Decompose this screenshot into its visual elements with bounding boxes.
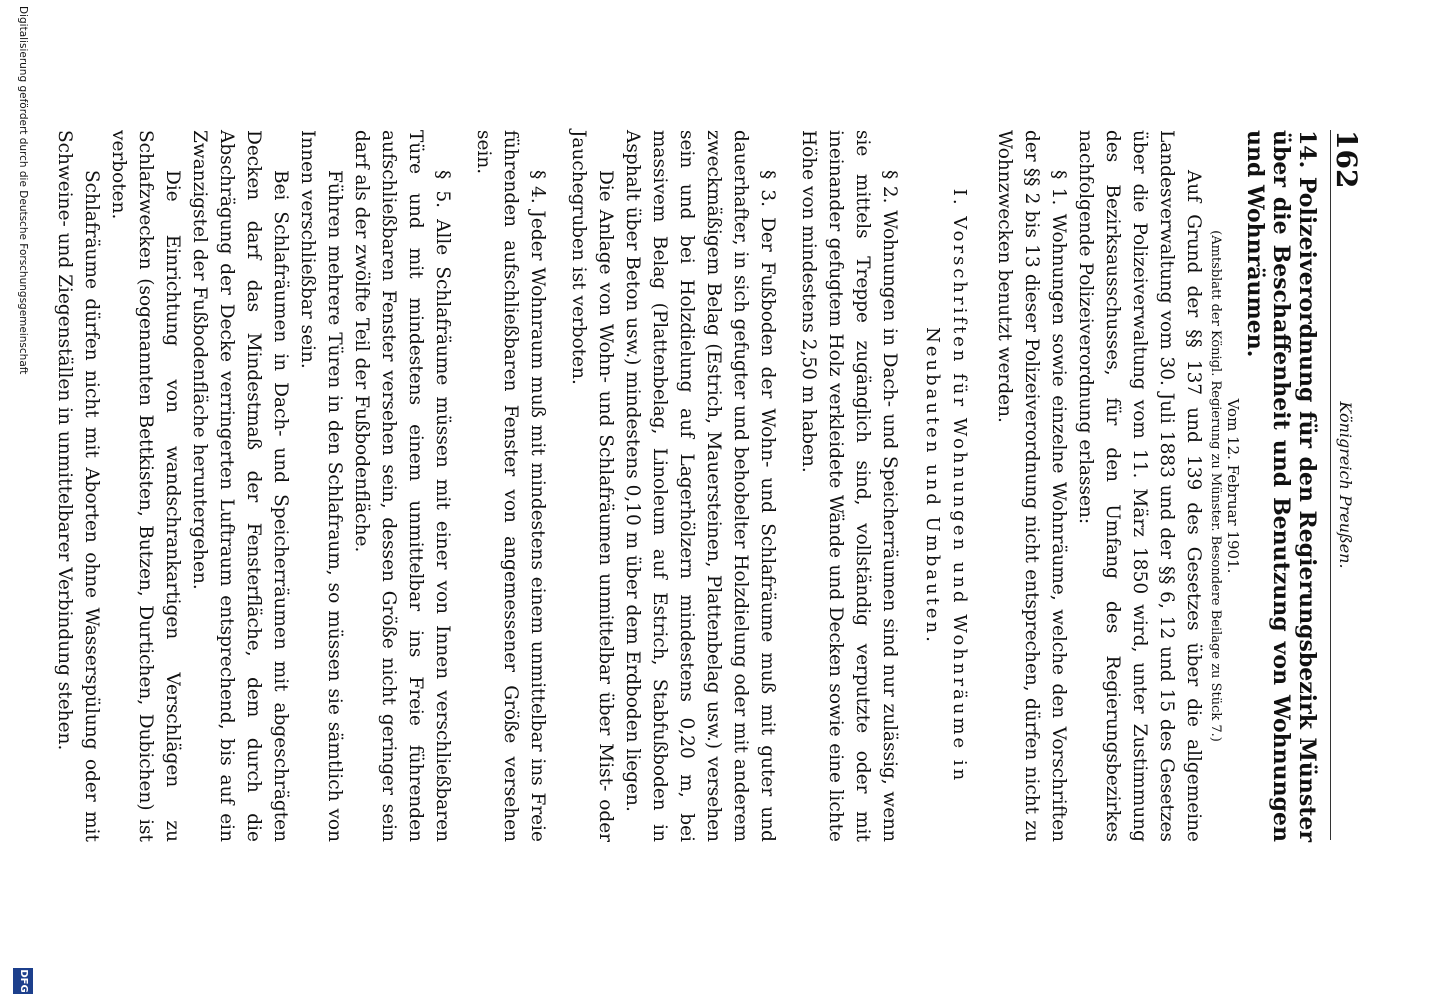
dfg-logo: DFG xyxy=(13,968,33,994)
funding-notice-text: Digitalisierung gefördert durch die Deutsche Forschungsgemeinschaft xyxy=(17,6,29,375)
paragraph-5b: Führen mehrere Türen in den Schlafraum, so müssen sie sämtlich von Innen verschließbar sein. xyxy=(297,130,345,842)
document-date: Vom 12. Februar 1901. xyxy=(1224,398,1242,574)
paragraph-3: § 3. Der Fußboden der Wohn- und Schlafräume muß mit guter und dauerhafter, in sich gefugter und behobelter Holzdielung oder mit anderem zweckmäßigem Belag (Estrich, Mauersteinen, Plattenbelag usw.) versehen sein und bei Holzdielung auf Lagerhölzern mindestens 0,20 m, bei massivem Belag (Plattenbelag, Linoleum auf Estrich, Stabfußboden in Asphalt über Beton usw.) mindestens 0,10 m über dem Erdboden liegen. xyxy=(622,130,778,842)
paragraph-3b: Die Anlage von Wohn- und Schlafräumen unmittelbar über Mist- oder Jauchegruben ist verboten. xyxy=(568,130,616,842)
preamble: Auf Grund der §§ 137 und 139 des Gesetzes über die allgemeine Landesverwaltung vom 30. Juli 1883 und der §§ 6, 12 und 15 des Gesetzes über die Polizeiverwaltung vom 11. März 1850 wird, unter Zustimmung des Bezirksausschusses, für den Umfang des Regierungsbezirkes nachfolgende Polizeiverordnung erlassen: xyxy=(1075,130,1204,842)
paragraph-2: § 2. Wohnungen in Dach- und Speicherräumen sind nur zulässig, wenn sie mittels Treppe zugänglich sind, vollständig verputzte oder mit ineinander gefugtem Holz verkleidete Wände und Decken sowie eine lichte Höhe von mindestens 2,50 m haben. xyxy=(798,130,900,842)
paragraph-5d: Die Einrichtung von wandschrankartigen Verschlägen zu Schlafzwecken (sogenannten Bettkisten, Butzen, Durtichen, Dubichen) ist verboten. xyxy=(108,130,183,842)
paragraph-4: § 4. Jeder Wohnraum muß mit mindestens einem unmittelbar ins Freie führenden aufschließbaren Fenster von angemessener Größe versehen sein. xyxy=(473,130,548,842)
document-body xyxy=(51,130,1320,842)
page-number: 162 xyxy=(1330,130,1363,189)
funding-notice xyxy=(5,0,39,1000)
header-rule xyxy=(1330,130,1331,840)
document-title: 14. Polizeiverordnung für den Regierungsbezirk Münster über die Beschaffenheit und Benutzung von Wohnungen und Wohnräumen. xyxy=(1242,130,1320,842)
paragraph-5: § 5. Alle Schlafräume müssen mit einer von Innen verschließbaren Türe und mit mindestens einem unmittelbar ins Freie führenden aufschließbaren Fenster versehen sein, dessen Größe nicht geringer sein darf als der zwölfte Teil der Fußbodenfläche. xyxy=(351,130,453,842)
section-heading: I. Vorschriften für Wohnungen und Wohnräume in Neubauten und Umbauten. xyxy=(922,188,970,784)
page-header xyxy=(1323,130,1363,840)
paragraph-5e: Schlafräume dürfen nicht mit Aborten ohne Wasserspülung oder mit Schweine- und Ziegenställen in unmittelbarer Verbindung stehen. xyxy=(54,130,102,842)
document-source: (Amtsblatt der Königl. Regierung zu Münster. Besondere Beilage zu Stück 7.) xyxy=(1208,230,1223,742)
running-head: Königreich Preußen. xyxy=(1336,401,1355,569)
paragraph-1: § 1. Wohnungen sowie einzelne Wohnräume, welche den Vorschriften der §§ 2 bis 13 dieser Polizeiverordnung nicht entsprechen, dürfen nicht zu Wohnzwecken benutzt werden. xyxy=(994,130,1069,842)
paragraph-5c: Bei Schlafräumen in Dach- und Speicherräumen mit abgeschrägten Decken darf das Mindestmaß der Fensterfläche, dem durch die Abschrägung der Decke verringerten Luftraum entsprechend, bis auf ein Zwanzigstel der Fußbodenfläche heruntergehen. xyxy=(189,130,291,842)
